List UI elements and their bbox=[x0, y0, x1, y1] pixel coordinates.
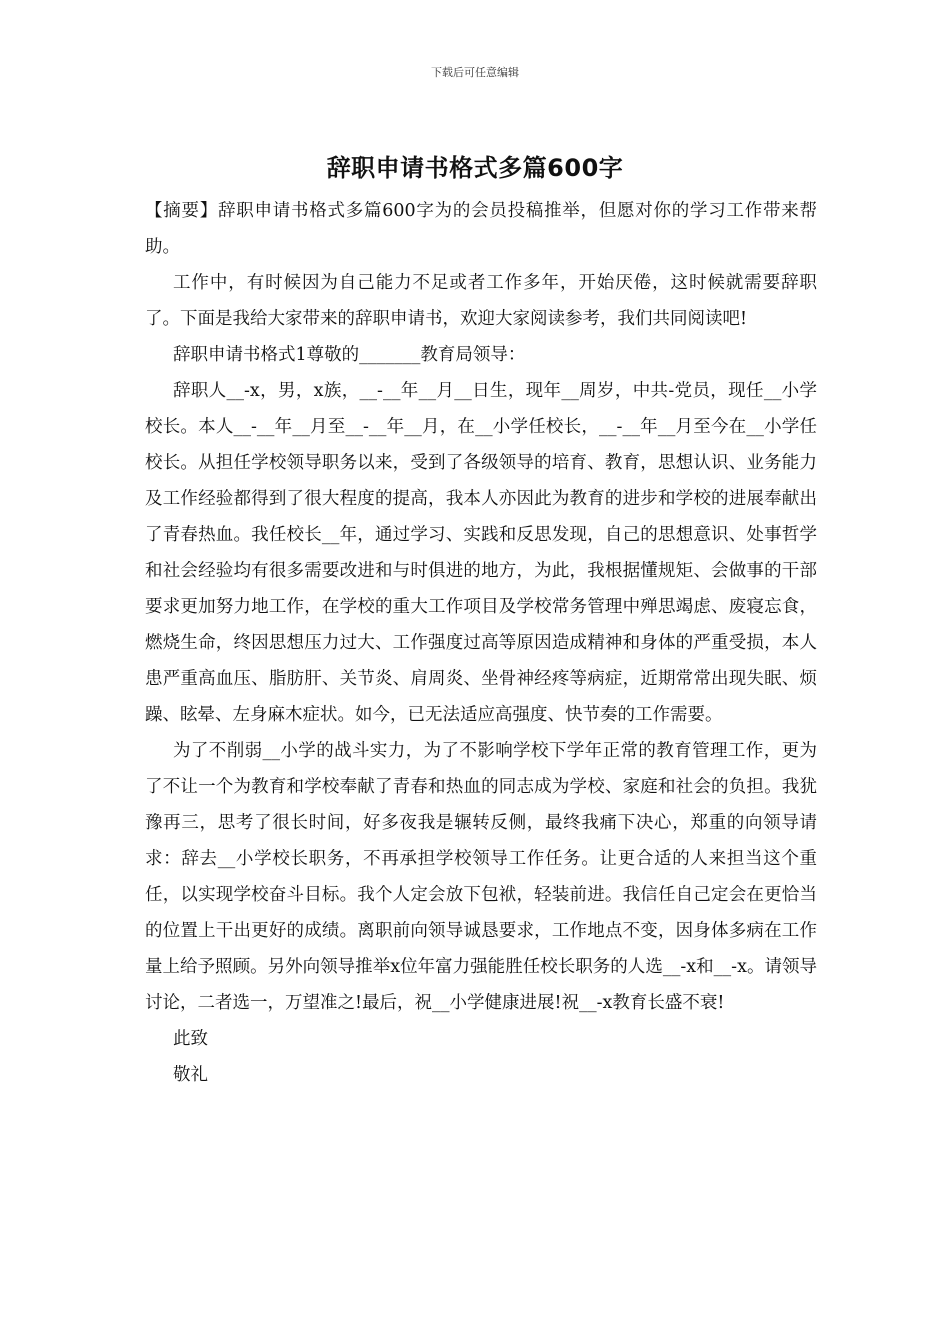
intro-paragraph: 工作中，有时候因为自己能力不足或者工作多年，开始厌倦，这时候就需要辞职了。下面是我给大家带来的辞职申请书，欢迎大家阅读参考，我们共同阅读吧! bbox=[145, 273, 817, 329]
salutation-line: 辞职申请书格式1尊敬的_______教育局领导： bbox=[173, 345, 526, 365]
header-note: 下载后可任意编辑 bbox=[431, 66, 519, 79]
document-title: 辞职申请书格式多篇600字 bbox=[326, 154, 624, 182]
document-body bbox=[145, 193, 817, 1093]
closing-line: 此致 bbox=[173, 1029, 208, 1049]
closing-line: 敬礼 bbox=[173, 1065, 208, 1085]
body-paragraph: 辞职人__-x，男，x族，__-__年__月__日生，现年__周岁，中共-党员，现任__小学校长。本人__-__年__月至__-__年__月，在__小学任校长，__-__年__月至今在__小学任校长。从担任学校领导职务以来，受到了各级领导的培育、教育，思想认识、业务能力及工作经验都得到了很大程度的提高，我本人亦因此为教育的进步和学校的进展奉献出了青春热血。我任校长__年，通过学习、实践和反思发现，自己的思想意识、处事哲学和社会经验均有很多需要改进和与时俱进的地方，为此，我根据懂规矩、会做事的干部要求更加努力地工作，在学校的重大工作项目及学校常务管理中殚思竭虑、废寝忘食，燃烧生命，终因思想压力过大、工作强度过高等原因造成精神和身体的严重受损，本人患严重高血压、脂肪肝、关节炎、肩周炎、坐骨神经疼等病症，近期常常出现失眠、烦躁、眩晕、左身麻木症状。如今，已无法适应高强度、快节奏的工作需要。 bbox=[145, 381, 817, 725]
body-paragraph: 为了不削弱__小学的战斗实力，为了不影响学校下学年正常的教育管理工作，更为了不让一个为教育和学校奉献了青春和热血的同志成为学校、家庭和社会的负担。我犹豫再三，思考了很长时间，好多夜我是辗转反侧，最终我痛下决心，郑重的向领导请求：辞去__小学校长职务，不再承担学校领导工作任务。让更合适的人来担当这个重任，以实现学校奋斗目标。我个人定会放下包袱，轻装前进。我信任自己定会在更恰当的位置上干出更好的成绩。离职前向领导诚恳要求，工作地点不变，因身体多病在工作量上给予照顾。另外向领导推举x位年富力强能胜任校长职务的人选__-x和__-x。请领导讨论，二者选一，万望准之!最后，祝__小学健康进展!祝__-x教育长盛不衰! bbox=[145, 741, 817, 1013]
abstract-paragraph: 【摘要】辞职申请书格式多篇600字为的会员投稿推举，但愿对你的学习工作带来帮助。 bbox=[145, 201, 817, 257]
